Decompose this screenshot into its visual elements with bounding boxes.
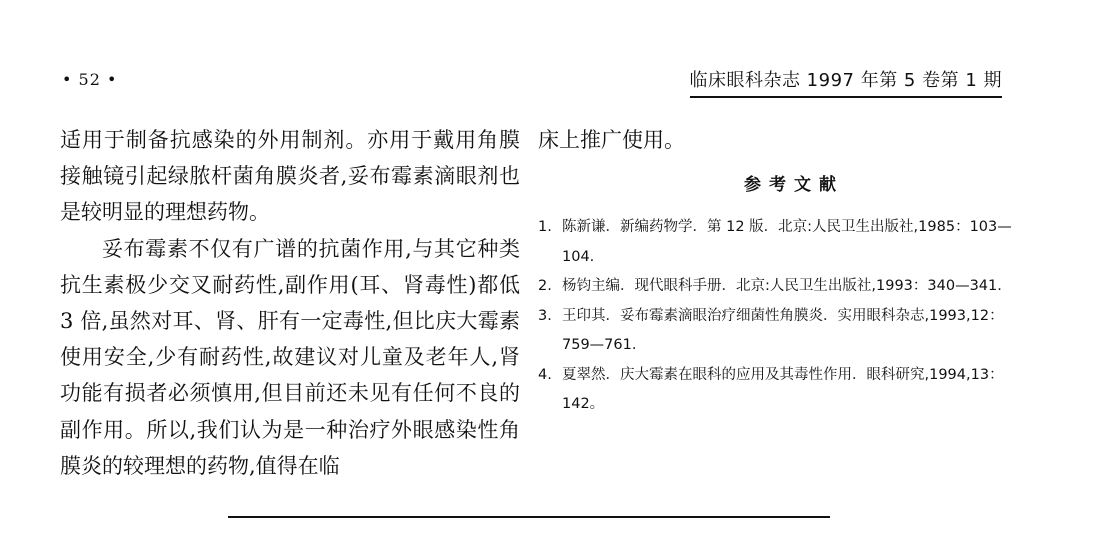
body-paragraph: 妥布霉素不仅有广谱的抗菌作用,与其它种类抗生素极少交叉耐药性,副作用(耳、肾毒性)都低 3 倍,虽然对耳、肾、肝有一定毒性,但比庆大霉素使用安全,少有耐药性,故建议对儿童及老年人,肾功能有损者必须慎用,但目前还未见有任何不良的副作用。所以,我们认为是一种治疗外眼感染性角膜炎的较理想的药物,值得在临 [60, 236, 520, 478]
header-rule [690, 96, 1002, 98]
references-title: 参考文献 [744, 175, 844, 195]
reference-item [538, 361, 1028, 420]
reference-item [538, 302, 1028, 361]
left-column [60, 122, 520, 484]
reference-number: 1. [538, 219, 552, 235]
journal-header: 临床眼科杂志 1997 年第 5 卷第 1 期 [689, 70, 1002, 91]
reference-text: 陈新谦．新编药物学．第 12 版．北京:人民卫生出版社,1985：103—104. [562, 219, 1012, 265]
right-column [538, 122, 1028, 420]
references-list [538, 213, 1028, 420]
body-paragraph-continued: 床上推广使用。 [538, 128, 685, 152]
reference-text: 王印其．妥布霉素滴眼治疗细菌性角膜炎．实用眼科杂志,1993,12：759—761. [562, 307, 1004, 353]
bottom-rule [228, 516, 830, 518]
reference-item [538, 272, 1028, 302]
reference-number: 2. [538, 278, 552, 294]
reference-text: 杨钧主编．现代眼科手册．北京:人民卫生出版社,1993：340—341. [562, 278, 1002, 294]
reference-item [538, 213, 1028, 272]
page-number: • 52 • [62, 70, 118, 89]
reference-number: 4. [538, 366, 552, 383]
reference-text: 夏翠然．庆大霉素在眼科的应用及其毒性作用．眼科研究,1994,13：142。 [562, 366, 1004, 412]
body-paragraph: 适用于制备抗感染的外用制剂。亦用于戴用角膜接触镜引起绿脓杆菌角膜炎者,妥布霉素滴眼剂也是较明显的理想药物。 [60, 128, 520, 225]
reference-number: 3. [538, 307, 552, 324]
